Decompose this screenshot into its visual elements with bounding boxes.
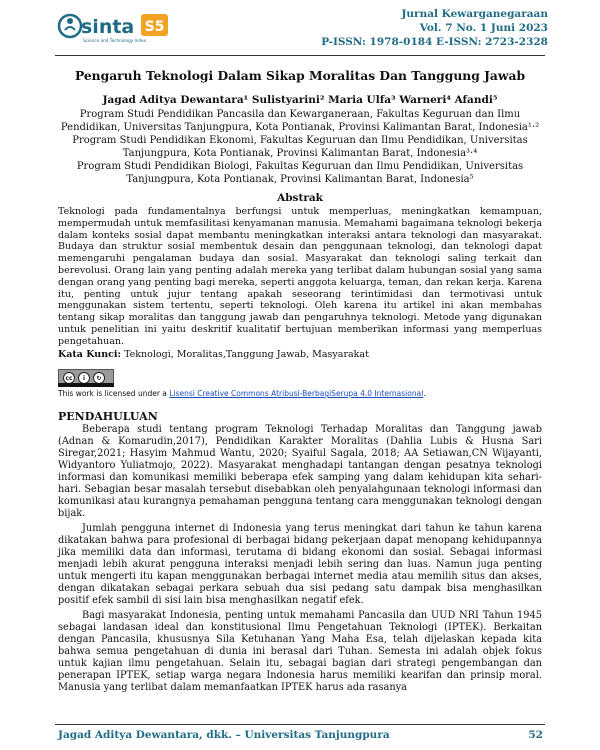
license-suffix: . — [423, 389, 426, 398]
journal-info — [321, 7, 548, 49]
affiliations — [58, 108, 542, 186]
page-header — [0, 0, 600, 58]
affiliation-3: Program Studi Pendidikan Biologi, Fakultas Keguruan dan Ilmu Pendidikan, Universitas Tanjungpura, Kota Pontianak, Provinsi Kalimantan Barat, Indonesia⁵ — [76, 161, 524, 185]
license-line — [58, 389, 426, 398]
affiliation-2: Program Studi Pendidikan Ekonomi, Fakultas Keguruan dan Ilmu Pendidikan, Universitas Tanjungpura, Kota Pontianak, Provinsi Kalimantan Barat, Indonesia³·⁴ — [72, 135, 528, 159]
journal-issn: P-ISSN: 1978-0184 E-ISSN: 2723-2328 — [321, 36, 548, 48]
affiliation-1: Program Studi Pendidikan Pancasila dan Kewarganeraan, Fakultas Keguruan dan Ilmu Pendidikan, Universitas Tanjungpura, Kota Pontianak, Provinsi Kalimantan Barat, Indonesia¹·² — [60, 109, 540, 133]
license-link[interactable]: Lisensi Creative Commons Atribusi-BerbagiSerupa 4.0 Internasional — [169, 389, 424, 398]
journal-name: Jurnal Kewarganegaraan — [401, 8, 548, 20]
paragraph-3: Bagi masyarakat Indonesia, penting untuk memahami Pancasila dan UUD NRI Tahun 1945 sebagai landasan ideal dan konstitusional Ilmu Pengetahuan Teknologi (IPTEK). Berkaitan dengan Pancasila, khususnya Sila Ketuhanan Yang Maha Esa, telah dijelaskan kepada kita bahwa semua pengetahuan di dunia ini berasal dari Tuhan. Semesta ini adalah objek fokus untuk kajian ilmu pengetahuan. Selain itu, sebagai bagian dari strategi pengembangan dan penerapan IPTEK, setiap warga negara Indonesia harus memiliki kearifan dan prinsip moral. Manusia yang terlibat dalam memanfaatkan IPTEK harus ada rasanya — [58, 610, 542, 693]
abstract-text: Teknologi pada fundamentalnya berfungsi untuk memperluas, meningkatkan kemampuan, mempermudah untuk memfasilitasi kenyamanan manusia. Memahami bagaimana teknologi bekerja dalam konteks sosial dapat membantu meningkatkan interaksi antara teknologi dan masyarakat. Budaya dan struktur sosial membentuk desain dan penggunaan teknologi, dan teknologi dapat memengaruhi pengalaman budaya dan sosial. Masyarakat dan teknologi saling terkait dan berevolusi. Orang lain yang penting adalah mereka yang terlibat dalam hubungan sosial yang sama dengan orang yang penting bagi mereka, seperti anggota keluarga, teman, dan rekan kerja. Karena itu, penting untuk jujur tentang apakah seseorang terintimidasi dan termotivasi untuk menggunakan sistem tertentu, seperti teknologi. Oleh karena itu artikel ini akan membahas tentang sikap moralitas dan tanggung jawab dan pengaruhnya teknologi. Metode yang digunakan untuk penelitian ini yaitu deskritif kualitatif bertujuan memberikan informasi yang memperluas pengetahuan. — [58, 206, 542, 347]
keywords — [58, 349, 542, 360]
cc-icon: cc — [63, 372, 75, 384]
footer-rule — [55, 724, 545, 725]
sinta-logo — [57, 8, 172, 46]
keywords-value: Teknologi, Moralitas,Tanggung Jawab, Masyarakat — [124, 349, 369, 360]
logo-badge: S5 — [144, 19, 165, 35]
logo-text: sinta — [81, 16, 135, 38]
page-number: 52 — [528, 729, 543, 741]
cc-badge-band — [58, 383, 114, 387]
keywords-label: Kata Kunci: — [58, 349, 122, 360]
footer-citation: Jagad Aditya Dewantara, dkk. – Universitas Tanjungpura — [58, 729, 390, 741]
abstract-title: Abstrak — [277, 192, 323, 204]
paper-title: Pengaruh Teknologi Dalam Sikap Moralitas Dan Tanggung Jawab — [74, 68, 526, 83]
section-body — [58, 424, 542, 697]
attribution-icon: i — [78, 372, 90, 384]
journal-volume: Vol. 7 No. 1 Juni 2023 — [419, 22, 548, 34]
paragraph-1: Beberapa studi tentang program Teknologi Terhadap Moralitas dan Tanggung jawab (Adnan & Komarudin,2017), Pendidikan Karakter Moralitas (Dahlia Lubis & Husna Sari Siregar,2021; Hasyim Mahmud Wantu, 2020; Syaiful Sagala, 2018; AA Setiawan,CN Wijayanti, Widyantoro Yuliatmojo, 2022). Masyarakat menghadapi tantangan dengan pesatnya teknologi informasi dan komunikasi memiliki beberapa efek samping yang dalam kehidupan kita sehari-hari. Sebagian besar masalah tersebut disebabkan oleh penyalahgunaan teknologi informasi dan komunikasi atau kurangnya pemahaman pengguna tentang cara menggunakan teknologi dengan bijak. — [58, 424, 542, 519]
share-alike-icon: ↻ — [93, 372, 105, 384]
license-prefix: This work is licensed under a — [58, 389, 170, 398]
header-rule — [55, 55, 545, 56]
section-title: PENDAHULUAN — [58, 410, 158, 423]
paper-authors: Jagad Aditya Dewantara¹ Sulistyarini² Maria Ulfa³ Warneri⁴ Afandi⁵ — [102, 94, 498, 106]
paragraph-2: Jumlah pengguna internet di Indonesia yang terus meningkat dari tahun ke tahun karena dikatakan bahwa para profesional di berbagai bidang pekerjaan dapat menopang kehidupannya jika memiliki data dan informasi, terutama di bidang ekonomi dan sosial. Sebagai informasi menjadi lebih akurat pengguna interaksi menjadi lebih sering dan luas. Namun juga penting untuk mengerti itu kapan menggunakan berbagai internet media atau memilih situs dan akses, dengan dikatakan sebagai perkara sebuah dua sisi pedang satu dampak bisa menghasilkan positif efek sambil di sisi lain bisa menghasilkan negatif efek. — [58, 523, 542, 606]
logo-tagline: Science and Technology Index — [83, 38, 147, 43]
